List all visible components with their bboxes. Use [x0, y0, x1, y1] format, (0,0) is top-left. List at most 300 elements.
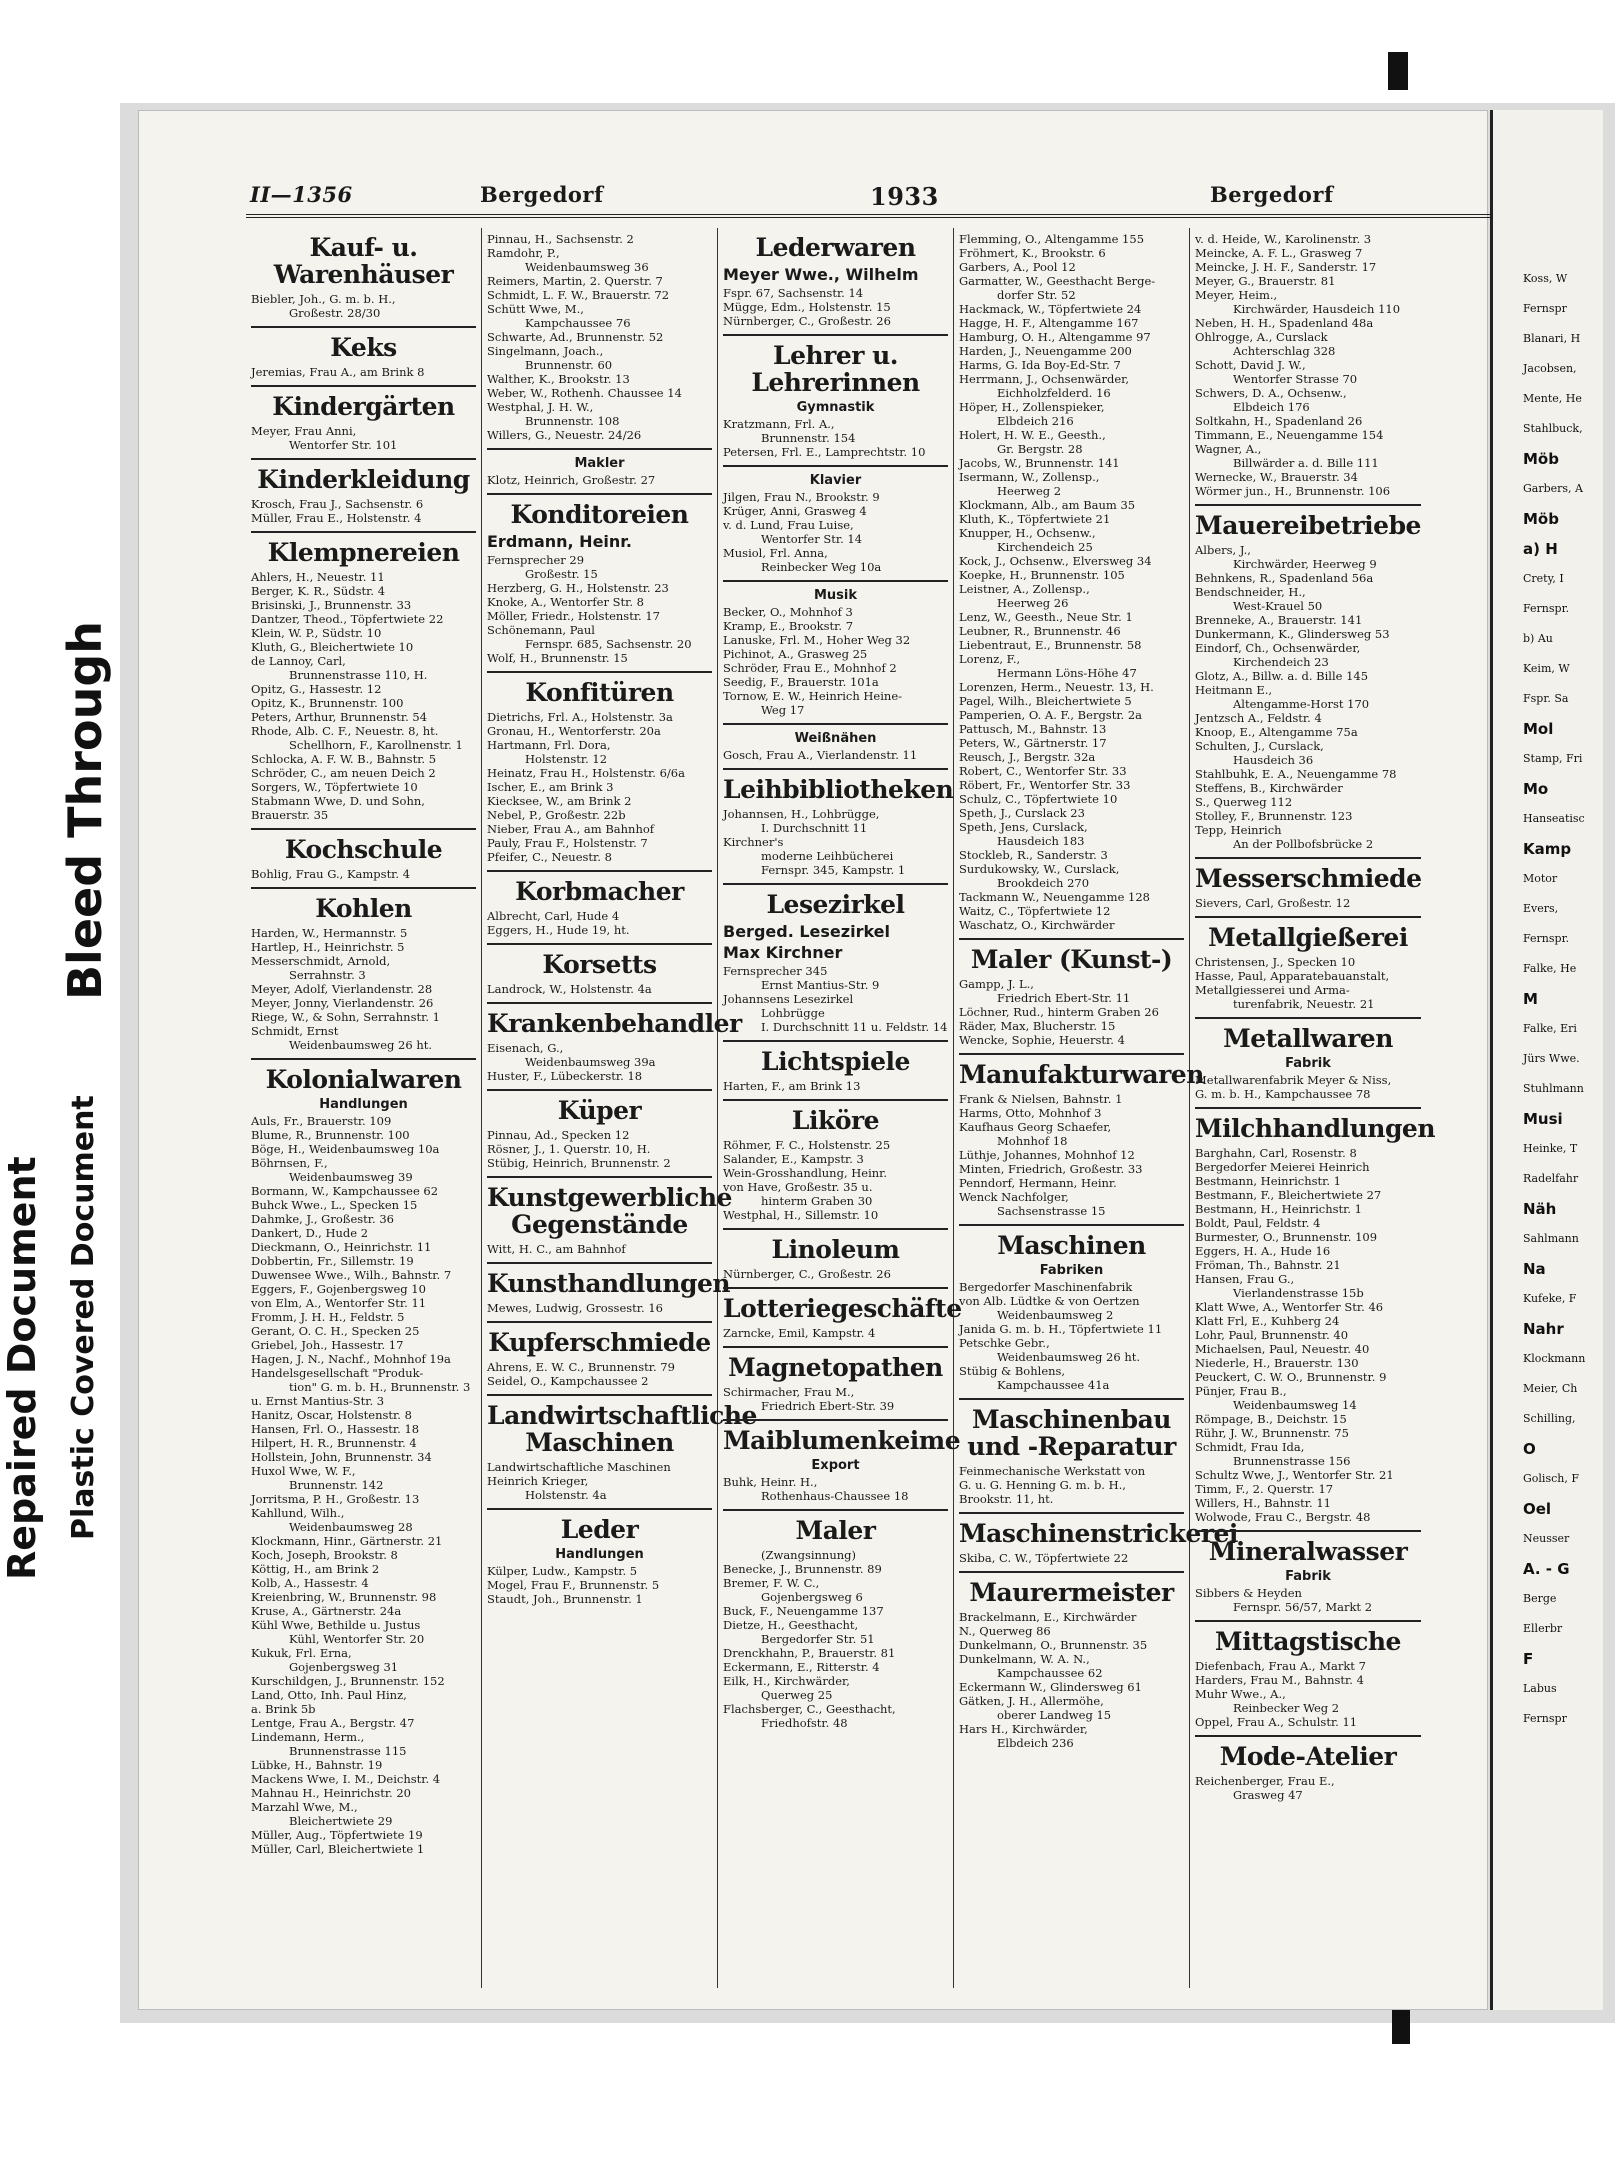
section-heading: Manufakturwaren — [959, 1060, 1204, 1089]
listing-entry: Jilgen, Frau N., Brookstr. 9 — [723, 490, 880, 504]
listing-entry: Wentorfer Str. 101 — [289, 438, 398, 452]
listing-entry: Wolwode, Frau C., Bergstr. 48 — [1195, 1510, 1371, 1524]
listing-entry: Johannsens Lesezirkel — [723, 992, 854, 1006]
adjacent-page-fragment: Berge — [1523, 1592, 1557, 1605]
adjacent-page-fragment: Jacobsen, — [1523, 362, 1577, 375]
listing-entry: u. Ernst Mantius-Str. 3 — [251, 1394, 385, 1408]
section-heading: Klempnereien — [267, 538, 460, 567]
scan-clip-top — [1388, 52, 1408, 90]
listing-entry: Sorgers, W., Töpfertwiete 10 — [251, 780, 418, 794]
listing-entry: Johannsen, H., Lohbrügge, — [723, 807, 880, 821]
adjacent-page-fragment: Ellerbr — [1523, 1622, 1563, 1635]
listing-entry: Lübke, H., Bahnstr. 19 — [251, 1758, 383, 1772]
section-heading: Magnetopathen — [728, 1353, 943, 1382]
listing-entry: Gätken, J. H., Allermöhe, — [959, 1694, 1104, 1708]
section-heading: Kunsthandlungen — [487, 1269, 731, 1298]
listing-entry: Harms, G. Ida Boy-Ed-Str. 7 — [959, 358, 1121, 372]
adjacent-page-fragment: Blanari, H — [1523, 332, 1581, 345]
listing-entry: Koepke, H., Brunnenstr. 105 — [959, 568, 1125, 582]
directory-section — [959, 1226, 1184, 1400]
section-heading: Kolonialwaren — [265, 1065, 462, 1094]
directory-page — [138, 110, 1488, 2010]
listing-entry: Elbdeich 236 — [997, 1736, 1074, 1750]
listing-entry: Lorenz, F., — [959, 652, 1021, 666]
listing-entry: Pattusch, M., Bahnstr. 13 — [959, 722, 1107, 736]
listing-entry: oberer Landweg 15 — [997, 1708, 1112, 1722]
listing-entry: Rösner, J., 1. Querstr. 10, H. — [487, 1142, 651, 1156]
listing-entry: dorfer Str. 52 — [997, 288, 1076, 302]
header-place-left: Bergedorf — [480, 182, 604, 207]
listing-entry: Bendschneider, H., — [1195, 585, 1306, 599]
listing-entry: Neben, H. H., Spadenland 48a — [1195, 316, 1374, 330]
listing-entry: Fröhmert, K., Brookstr. 6 — [959, 246, 1106, 260]
listing-entry: Wentorfer Strasse 70 — [1233, 372, 1358, 386]
listing-entry: Fromm, J. H. H., Feldstr. 5 — [251, 1310, 405, 1324]
listing-entry: Vierlandenstrasse 15b — [1233, 1286, 1364, 1300]
listing-entry: Speth, Jens, Curslack, — [959, 820, 1088, 834]
listing-entry: Behnkens, R., Spadenland 56a — [1195, 571, 1374, 585]
listing-entry: Metallgiesserei und Arma- — [1195, 983, 1350, 997]
directory-section — [1195, 1737, 1421, 1808]
listing-entry: Brunnenstr. 108 — [525, 414, 620, 428]
listing-entry: Pfeifer, C., Neuestr. 8 — [487, 850, 612, 864]
listing-entry: Hars H., Kirchwärder, — [959, 1722, 1088, 1736]
listing-entry: Seidel, O., Kampchaussee 2 — [487, 1374, 649, 1388]
listing-entry: Kluth, K., Töpfertwiete 21 — [959, 512, 1111, 526]
listing-entry: Kluth, G., Bleichertwiete 10 — [251, 640, 414, 654]
listing-entry: Diefenbach, Frau A., Markt 7 — [1195, 1659, 1366, 1673]
section-subheading: Weißnähen — [794, 731, 877, 746]
listing-entry: Schmidt, L. F. W., Brauerstr. 72 — [487, 288, 670, 302]
listing-entry: Mewes, Ludwig, Grossestr. 16 — [487, 1301, 663, 1315]
listing-entry: Schultz Wwe, J., Wentorfer Str. 21 — [1195, 1468, 1394, 1482]
listing-entry: Fspr. 67, Sachsenstr. 14 — [723, 286, 864, 300]
directory-section — [723, 725, 948, 770]
listing-entry: Großestr. 28/30 — [289, 306, 381, 320]
listing-entry: Müller, Carl, Bleichertwiete 1 — [251, 1842, 425, 1856]
directory-section — [487, 1264, 731, 1323]
listing-entry: Dietrichs, Frl. A., Holstenstr. 3a — [487, 710, 673, 724]
listing-entry: Herzberg, G. H., Holstenstr. 23 — [487, 581, 669, 595]
adjacent-page-fragment: A. - G — [1523, 1560, 1570, 1578]
listing-entry: Brisinski, J., Brunnenstr. 33 — [251, 598, 412, 612]
listing-entry: Kratzmann, Frl. A., — [723, 417, 835, 431]
listing-entry: Timmann, E., Neuengamme 154 — [1195, 428, 1384, 442]
header-year: 1933 — [870, 182, 939, 211]
listing-entry: Muhr Wwe., A., — [1195, 1687, 1286, 1701]
section-subheading: Fabrik — [1285, 1569, 1331, 1584]
adjacent-page-fragment: Falke, Eri — [1523, 1022, 1577, 1035]
directory-section — [251, 533, 476, 830]
directory-section — [1195, 918, 1421, 1019]
adjacent-page-fragment: Jürs Wwe. — [1523, 1052, 1580, 1065]
adjacent-page-fragment: Fernspr — [1523, 302, 1567, 315]
directory-section — [487, 945, 712, 1004]
listing-entry: Metallwarenfabrik Meyer & Niss, — [1195, 1073, 1392, 1087]
listing-entry: Gerant, O. C. H., Specken 25 — [251, 1324, 420, 1338]
directory-section — [487, 1091, 712, 1178]
listing-entry: Böhrnsen, F., — [251, 1156, 328, 1170]
listing-entry: Oppel, Frau A., Schulstr. 11 — [1195, 1715, 1358, 1729]
section-heading: Maschinenstrickerei — [959, 1519, 1238, 1548]
listing-entry: Riege, W., & Sohn, Serrahnstr. 1 — [251, 1010, 440, 1024]
adjacent-page-fragment: Stuhlmann — [1523, 1082, 1584, 1095]
listing-entry: Bestmann, F., Bleichertwiete 27 — [1195, 1188, 1382, 1202]
listing-entry: Hartlep, H., Heinrichstr. 5 — [251, 940, 405, 954]
listing-entry: Knupper, H., Ochsenw., — [959, 526, 1096, 540]
listing-entry: Billwärder a. d. Bille 111 — [1233, 456, 1379, 470]
section-heading: Küper — [557, 1096, 642, 1125]
adjacent-page-fragment: Fernspr. — [1523, 602, 1570, 615]
listing-entry: Lanuske, Frl. M., Hoher Weg 32 — [723, 633, 911, 647]
listing-entry: Petersen, Frl. E., Lamprechtstr. 10 — [723, 445, 926, 459]
adjacent-page-fragment: a) H — [1523, 540, 1558, 558]
adjacent-page-fragment: Kufeke, F — [1523, 1292, 1577, 1305]
plastic-covered-label: Plastic Covered Document — [66, 1095, 101, 1540]
adjacent-page-fragment: Hanseatisc — [1523, 812, 1585, 825]
listing-entry: Mohnhof 18 — [997, 1134, 1068, 1148]
section-subheading: Export — [811, 1458, 860, 1473]
listing-entry: Hausdeich 36 — [1233, 753, 1314, 767]
section-heading: Maschinenbau und -Reparatur — [967, 1405, 1176, 1461]
listing-entry: Musiol, Frl. Anna, — [723, 546, 828, 560]
listing-entry: Speth, J., Curslack 23 — [959, 806, 1085, 820]
section-heading: Mode-Atelier — [1219, 1742, 1397, 1771]
listing-entry: Wentorfer Str. 14 — [761, 532, 863, 546]
listing-entry: hinterm Graben 30 — [761, 1194, 873, 1208]
listing-entry: Meincke, A. F. L., Grasweg 7 — [1195, 246, 1363, 260]
directory-section — [251, 1060, 476, 1862]
listing-entry: Burmester, O., Brunnenstr. 109 — [1195, 1230, 1378, 1244]
listing-entry: Reimers, Martin, 2. Querstr. 7 — [487, 274, 663, 288]
listing-entry: Römpage, B., Deichstr. 15 — [1195, 1412, 1347, 1426]
section-heading: Kohlen — [315, 894, 412, 923]
listing-entry: Reusch, J., Bergstr. 32a — [959, 750, 1096, 764]
listing-entry: Mogel, Frau F., Brunnenstr. 5 — [487, 1578, 660, 1592]
listing-entry: Brunnenstr. 142 — [289, 1478, 384, 1492]
directory-section — [1195, 1019, 1421, 1109]
listing-entry: Dietze, H., Geesthacht, — [723, 1618, 859, 1632]
adjacent-page-fragment: Klockmann — [1523, 1352, 1586, 1365]
directory-section — [723, 885, 948, 1042]
listing-entry: Lüthje, Johannes, Mohnhof 12 — [959, 1148, 1135, 1162]
listing-entry: Michaelsen, Paul, Neuestr. 40 — [1195, 1342, 1370, 1356]
section-heading: Leihbibliotheken — [723, 775, 954, 804]
adjacent-page-fragments — [1493, 110, 1603, 1728]
listing-entry: Pinnau, H., Sachsenstr. 2 — [487, 232, 634, 246]
listing-entry: Albrecht, Carl, Hude 4 — [487, 909, 620, 923]
bleed-through-label: Bleed Through — [58, 620, 112, 1000]
listing-entry: Hamburg, O. H., Altengamme 97 — [959, 330, 1151, 344]
listing-entry: Opitz, K., Brunnenstr. 100 — [251, 696, 404, 710]
section-heading: Metallwaren — [1223, 1024, 1393, 1053]
listing-entry: Wein-Grosshandlung, Heinr. — [723, 1166, 888, 1180]
section-heading: Lehrer u. Lehrerinnen — [751, 341, 920, 397]
listing-entry: Rhode, Alb. C. F., Neuestr. 8, ht. — [251, 724, 439, 738]
listing-entry: Schlocka, A. F. W. B., Bahnstr. 5 — [251, 752, 437, 766]
listing-entry: Heerweg 2 — [997, 484, 1062, 498]
listing-entry: Kukuk, Frl. Erna, — [251, 1646, 352, 1660]
listing-entry: Brunnenstr. 154 — [761, 431, 856, 445]
listing-entry: Bergedorfer Maschinenfabrik — [959, 1280, 1133, 1294]
listing-entry: Gr. Bergstr. 28 — [997, 442, 1083, 456]
section-heading: Kindergärten — [272, 392, 455, 421]
listing-entry: Klockmann, Alb., am Baum 35 — [959, 498, 1136, 512]
listing-entry: Weidenbaumsweg 2 — [997, 1308, 1114, 1322]
adjacent-page-fragment: Motor — [1523, 872, 1558, 885]
listing-entry: Bestmann, H., Heinrichstr. 1 — [1195, 1202, 1362, 1216]
listing-entry: Jorritsma, P. H., Großestr. 13 — [251, 1492, 420, 1506]
listing-entry: Harders, Frau M., Bahnstr. 4 — [1195, 1673, 1364, 1687]
listing-entry: Heerweg 26 — [997, 596, 1069, 610]
listing-entry: Christensen, J., Specken 10 — [1195, 955, 1356, 969]
directory-section — [487, 228, 712, 450]
listing-entry: Becker, O., Mohnhof 3 — [723, 605, 853, 619]
section-heading: Maler (Kunst-) — [970, 945, 1173, 974]
directory-section — [487, 1004, 742, 1091]
listing-entry: Knoop, E., Altengamme 75a — [1195, 725, 1358, 739]
section-heading: Maiblumenkeime — [723, 1426, 961, 1455]
listing-entry: Waschatz, O., Kirchwärder — [959, 918, 1115, 932]
listing-entry: Kruse, A., Gärtnerstr. 24a — [251, 1604, 402, 1618]
section-heading: Kauf- u. Warenhäuser — [273, 233, 454, 289]
directory-section — [959, 1514, 1238, 1573]
directory-section — [487, 495, 712, 673]
section-heading: Metallgießerei — [1208, 923, 1408, 952]
adjacent-page-fragment: Oel — [1523, 1500, 1552, 1518]
listing-entry: Westphal, H., Sillemstr. 10 — [723, 1208, 879, 1222]
directory-section — [959, 1573, 1184, 1756]
listing-entry: Schütt Wwe, M., — [487, 302, 584, 316]
listing-entry: Stübig, Heinrich, Brunnenstr. 2 — [487, 1156, 671, 1170]
listing-entry: Lentge, Frau A., Bergstr. 47 — [251, 1716, 415, 1730]
directory-section — [487, 450, 712, 495]
listing-entry: Peters, W., Gärtnerstr. 17 — [959, 736, 1107, 750]
listing-entry: Schulten, J., Curslack, — [1195, 739, 1324, 753]
adjacent-page-fragment: Mol — [1523, 720, 1554, 738]
listing-entry: Dunkelmann, O., Brunnenstr. 35 — [959, 1638, 1148, 1652]
listing-entry: Singelmann, Joach., — [487, 344, 604, 358]
listing-entry: Schwers, D. A., Ochsenw., — [1195, 386, 1347, 400]
listing-entry: Krosch, Frau J., Sachsenstr. 6 — [251, 497, 424, 511]
section-heading: Keks — [330, 333, 397, 362]
listing-entry: Bohlig, Frau G., Kampstr. 4 — [251, 867, 411, 881]
directory-section — [1195, 1622, 1421, 1737]
listing-entry: Reinbecker Weg 10a — [761, 560, 882, 574]
listing-entry: Brookstr. 11, ht. — [959, 1492, 1054, 1506]
adjacent-page-fragment: O — [1523, 1440, 1536, 1458]
adjacent-page-fragment: Musi — [1523, 1110, 1563, 1128]
listing-entry: Friedrich Ebert-Str. 11 — [997, 991, 1131, 1005]
listing-entry: Tepp, Heinrich — [1195, 823, 1282, 837]
listing-entry: Lorenzen, Herm., Neuestr. 13, H. — [959, 680, 1154, 694]
listing-entry: Walther, K., Brookstr. 13 — [487, 372, 630, 386]
listing-entry: Wencke, Sophie, Heuerstr. 4 — [959, 1033, 1125, 1047]
page-header — [250, 182, 1560, 210]
adjacent-page-fragment: Kamp — [1523, 840, 1572, 858]
section-heading: Korsetts — [542, 950, 657, 979]
listing-entry: Jacobs, W., Brunnenstr. 141 — [959, 456, 1120, 470]
listing-entry: Weidenbaumsweg 36 — [525, 260, 649, 274]
listing-entry: Stahlbuhk, E. A., Neuengamme 78 — [1195, 767, 1397, 781]
listing-entry: Kampchaussee 41a — [997, 1378, 1110, 1392]
listing-entry: Hagen, J. N., Nachf., Mohnhof 19a — [251, 1352, 451, 1366]
listing-entry: Dieckmann, O., Heinrichstr. 11 — [251, 1240, 432, 1254]
directory-section — [1195, 1532, 1421, 1622]
listing-entry: Krüger, Anni, Grasweg 4 — [723, 504, 867, 518]
listing-entry: Köttig, H., am Brink 2 — [251, 1562, 380, 1576]
listing-entry: Reichenberger, Frau E., — [1195, 1774, 1335, 1788]
listing-entry: Heitmann E., — [1195, 683, 1273, 697]
section-heading: Maurermeister — [969, 1578, 1174, 1607]
listing-entry: Garmatter, W., Geesthacht Berge- — [959, 274, 1156, 288]
listing-entry: Gronau, H., Wentorferstr. 20a — [487, 724, 661, 738]
listing-entry: Petschke Gebr., — [959, 1336, 1050, 1350]
listing-entry: Meincke, J. H. F., Sanderstr. 17 — [1195, 260, 1377, 274]
listing-entry: Surdukowsky, W., Curslack, — [959, 862, 1120, 876]
listing-entry: Tornow, E. W., Heinrich Heine- — [723, 689, 903, 703]
directory-columns — [246, 228, 1560, 1988]
listing-entry: Ahlers, H., Neuestr. 11 — [251, 570, 385, 584]
section-heading: Kinderkleidung — [257, 465, 470, 494]
adjacent-page-fragment: Möb — [1523, 450, 1559, 468]
listing-entry: Dunkermann, K., Glindersweg 53 — [1195, 627, 1390, 641]
listing-entry: Pünjer, Frau B., — [1195, 1384, 1287, 1398]
listing-entry: Schellhorn, F., Karollnenstr. 1 — [289, 738, 463, 752]
listing-entry: Rühr, J. W., Brunnenstr. 75 — [1195, 1426, 1349, 1440]
listing-entry: Benecke, J., Brunnenstr. 89 — [723, 1562, 882, 1576]
directory-section — [723, 1348, 948, 1421]
adjacent-page-fragment: Na — [1523, 1260, 1546, 1278]
adjacent-page-fragment: Radelfahr — [1523, 1172, 1579, 1185]
listing-entry: Sievers, Carl, Großestr. 12 — [1195, 896, 1351, 910]
listing-entry: Sachsenstrasse 15 — [997, 1204, 1106, 1218]
section-heading: Korbmacher — [515, 877, 684, 906]
listing-entry: Schulz, C., Töpfertwiete 10 — [959, 792, 1118, 806]
listing-entry: Kirchwärder, Heerweg 9 — [1233, 557, 1377, 571]
listing-entry: von Alb. Lüdtke & von Oertzen — [959, 1294, 1140, 1308]
adjacent-page-fragment: Falke, He — [1523, 962, 1577, 975]
directory-section — [723, 1101, 948, 1230]
listing-entry: Klatt Frl, E., Kuhberg 24 — [1195, 1314, 1340, 1328]
listing-entry: Eckermann, E., Ritterstr. 4 — [723, 1660, 880, 1674]
section-heading: Linoleum — [771, 1235, 900, 1264]
listing-entry: v. d. Heide, W., Karolinenstr. 3 — [1195, 232, 1372, 246]
listing-entry: Schröder, Frau E., Mohnhof 2 — [723, 661, 897, 675]
section-subheading: Musik — [813, 588, 858, 603]
listing-entry: Külper, Ludw., Kampstr. 5 — [487, 1564, 638, 1578]
listing-entry: Brookdeich 270 — [997, 876, 1090, 890]
adjacent-page-fragment: Mente, He — [1523, 392, 1582, 405]
listing-entry: Minten, Friedrich, Großestr. 33 — [959, 1162, 1143, 1176]
listing-entry: Fröman, Th., Bahnstr. 21 — [1195, 1258, 1341, 1272]
listing-entry: Holstenstr. 4a — [525, 1488, 607, 1502]
directory-section — [487, 1178, 732, 1264]
listing-entry: Harten, F., am Brink 13 — [723, 1079, 861, 1093]
listing-entry: Marzahl Wwe, M., — [251, 1800, 358, 1814]
listing-entry: Waitz, C., Töpfertwiete 12 — [959, 904, 1111, 918]
listing-entry: Auls, Fr., Brauerstr. 109 — [251, 1114, 392, 1128]
listing-entry: Soltkahn, H., Spadenland 26 — [1195, 414, 1363, 428]
listing-entry: Löchner, Rud., hinterm Graben 26 — [959, 1005, 1159, 1019]
section-heading: Leder — [560, 1515, 639, 1544]
listing-entry: Timm, F., 2. Querstr. 17 — [1195, 1482, 1334, 1496]
listing-entry: (Zwangsinnung) — [761, 1548, 856, 1562]
directory-section — [487, 673, 712, 872]
listing-entry: Schwarte, Ad., Brunnenstr. 52 — [487, 330, 664, 344]
listing-entry: Kolb, A., Hassestr. 4 — [251, 1576, 369, 1590]
listing-entry: Schönemann, Paul — [487, 623, 595, 637]
listing-entry: Feinmechanische Werkstatt von — [959, 1464, 1146, 1478]
listing-entry: Kirchendeich 25 — [997, 540, 1093, 554]
directory-section — [723, 467, 948, 582]
listing-entry: Robert, C., Wentorfer Str. 33 — [959, 764, 1127, 778]
adjacent-page-fragment: Meier, Ch — [1523, 1382, 1578, 1395]
listing-entry: Mackens Wwe, I. M., Deichstr. 4 — [251, 1772, 441, 1786]
listing-entry: Weg 17 — [761, 703, 805, 717]
listing-entry: Fernspr. 345, Kampstr. 1 — [761, 863, 906, 877]
listing-entry: N., Querweg 86 — [959, 1624, 1051, 1638]
listing-entry: Flemming, O., Altengamme 155 — [959, 232, 1145, 246]
adjacent-page-fragment: Schilling, — [1523, 1412, 1576, 1425]
listing-entry: Klockmann, Hinr., Gärtnerstr. 21 — [251, 1534, 443, 1548]
listing-entry: Hermann Löns-Höhe 47 — [997, 666, 1137, 680]
listing-entry: Dobbertin, Fr., Sillemstr. 19 — [251, 1254, 414, 1268]
listing-entry: Brunnenstrasse 110, H. — [289, 668, 428, 682]
adjacent-page-fragment: Labus — [1523, 1682, 1557, 1695]
listing-entry: Müller, Frau E., Holstenstr. 4 — [251, 511, 422, 525]
listing-entry: Drenckhahn, P., Brauerstr. 81 — [723, 1646, 896, 1660]
listing-entry: Jentzsch A., Feldstr. 4 — [1195, 711, 1322, 725]
listing-entry: Bremer, F. W. C., — [723, 1576, 820, 1590]
listing-entry: Hansen, Frl. O., Hassestr. 18 — [251, 1422, 420, 1436]
listing-entry: Klein, W. P., Südstr. 10 — [251, 626, 382, 640]
listing-entry: Salander, E., Kampstr. 3 — [723, 1152, 864, 1166]
listing-entry: Wenck Nachfolger, — [959, 1190, 1069, 1204]
listing-entry: Nieber, Frau A., am Bahnhof — [487, 822, 655, 836]
listing-entry: Liebentraut, E., Brunnenstr. 58 — [959, 638, 1142, 652]
listing-entry: Eilk, H., Kirchwärder, — [723, 1674, 850, 1688]
section-subheading: Klavier — [809, 473, 862, 488]
listing-entry: Brunnenstr. 60 — [525, 358, 613, 372]
listing-entry: Hasse, Paul, Apparatebauanstalt, — [1195, 969, 1390, 983]
listing-entry: Weidenbaumsweg 39 — [289, 1170, 413, 1184]
listing-entry: Fernspr. 56/57, Markt 2 — [1233, 1600, 1373, 1614]
listing-entry: Meyer, G., Brauerstr. 81 — [1195, 274, 1336, 288]
listing-entry: G. m. b. H., Kampchaussee 78 — [1195, 1087, 1371, 1101]
listing-entry: West-Krauel 50 — [1233, 599, 1323, 613]
listing-entry: Schröder, C., am neuen Deich 2 — [251, 766, 436, 780]
listing-entry: Garbers, A., Pool 12 — [959, 260, 1076, 274]
directory-section — [959, 228, 1184, 940]
featured-listing: Meyer Wwe., Wilhelm — [723, 265, 919, 284]
listing-entry: Peters, Arthur, Brunnenstr. 54 — [251, 710, 428, 724]
section-heading: Liköre — [791, 1106, 880, 1135]
section-heading: Lotteriegeschäfte — [723, 1294, 962, 1323]
adjacent-page-fragment: F — [1523, 1650, 1534, 1668]
listing-entry: Pauly, Frau F., Holstenstr. 7 — [487, 836, 648, 850]
listing-entry: Ischer, E., am Brink 3 — [487, 780, 614, 794]
directory-section — [723, 582, 948, 725]
directory-section — [723, 1421, 961, 1511]
section-heading: Mittagstische — [1215, 1627, 1401, 1656]
listing-entry: Weidenbaumsweg 26 ht. — [289, 1038, 433, 1052]
listing-entry: Witt, H. C., am Bahnhof — [487, 1242, 626, 1256]
listing-entry: Heinrich Krieger, — [487, 1474, 589, 1488]
section-heading: Kupferschmiede — [488, 1328, 711, 1357]
adjacent-page-fragment: Stamp, Fri — [1523, 752, 1583, 765]
header-rule — [246, 214, 1560, 218]
